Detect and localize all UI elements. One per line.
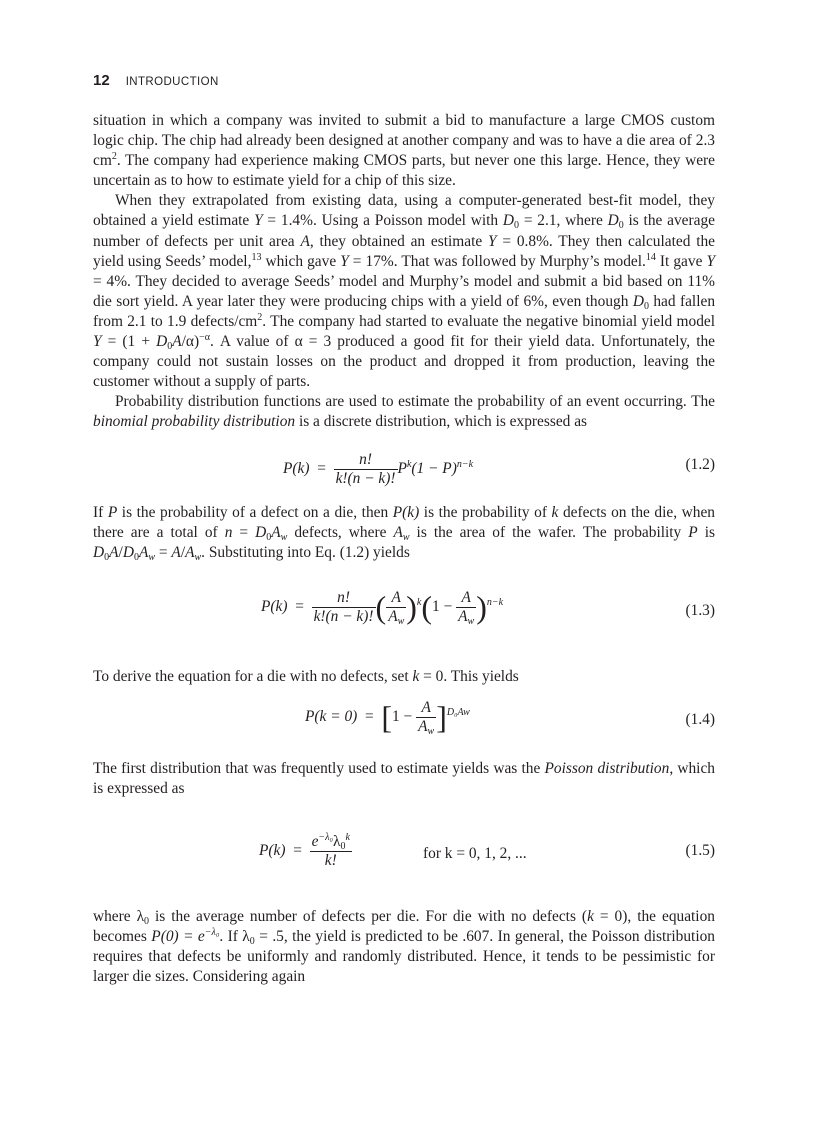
page-number: 12 — [93, 72, 110, 89]
page-body — [93, 111, 715, 987]
equation-number: (1.3) — [685, 601, 715, 619]
equation-number: (1.4) — [685, 710, 715, 728]
equation-1-4: P(k = 0) = [1 − $\frac{A}{A_w}$ ]$^{D_0Aw}$ (1.4) — [305, 698, 715, 737]
equation-1-5: P(k) = $\frac{e^{-\lambda_0}\lambda_0^k}{k!}$ for k = 0, 1, 2, ... (1.5) — [259, 832, 715, 870]
paragraph-1: situation in which a company was invited to submit a bid to manufacture a large CMOS custom logic chip. The chip had already been designed at another company and was to have a die area of 2.3 $cm^2$. The company had experience making CMOS parts, but never one this large. Hence, they were uncertain as to how to estimate yield for a chip of this size. — [93, 112, 715, 190]
equation-1-2: P(k) = $\frac{n!}{k!(n - k)!}$ $P^k(1 - P)^{n-k}$ (1.2) — [283, 450, 715, 487]
paragraph-3: Probability distribution functions are used to estimate the probability of an event occurring. The binomial probability distribution is a discrete distribution, which is expressed as — [93, 393, 715, 431]
paragraph-4: If P is the probability of a defect on a die, then P(k) is the probability of k defects on the die, when there are a total of $n = D_0A_w$ defects, where $A_w$ is the area of the wafer. The probability P is $D_0A/D_0A_w = A/A_w$. Substituting into Eq. (1.2) yields — [93, 503, 715, 563]
paragraph-5: To derive the equation for a die with no defects, set k = 0. This yields — [93, 667, 519, 685]
chapter-title: INTRODUCTION — [125, 76, 219, 88]
paragraph-6: The first distribution that was frequently used to estimate yields was the Poisson distribution, which is expressed as — [93, 759, 715, 797]
equation-condition: for k = 0, 1, 2, ... — [423, 845, 527, 863]
running-header — [93, 72, 219, 92]
paragraph-2: When they extrapolated from existing data, using a computer-generated best-fit model, they obtained a yield estimate Y = 1.4%. Using a Poisson model with $D_0 = 2.1$, where $D_0$ is the average number of defects per unit area A, they obtained an estimate Y = 0.8%. They then calculated the yield using Seeds’ model,$^{13}$ which gave Y = 17%. That was followed by Murphy’s model.$^{14}$ It gave Y = 4%. They decided to average Seeds’ model and Murphy’s model and submit a bid based on 11% die sort yield. A year later they were producing chips with a yield of 6%, even though $D_0$ had fallen from 2.1 to 1.9 defects/$cm^2$. The company had started to evaluate the negative binomial yield model $Y = (1 + D_0A/\alpha)^{-\alpha}$. A value of α = 3 produced a good fit for their yield data. Unfortunately, the company could not sustain losses on the product and dropped it from production, leaving the customer without a supply of parts. — [93, 192, 716, 391]
equation-number: (1.2) — [685, 455, 715, 473]
equation-1-3: P(k) = $\frac{n!}{k!(n - k)!}$ ( $\frac{A}{A_w}$ )$^k$(1 − $\frac{A}{A_w}$ )$^{n-k}$ (1.3) — [261, 588, 715, 627]
paragraph-7: where $\lambda_0$ is the average number of defects per die. For die with no defects (k = 0), the equation becomes $P(0) = e^{-\lambda_0}$. If $\lambda_0 = .5$, the yield is predicted to be .607. In general, the Poisson distribution requires that defects be uniformly and randomly distributed. Hence, it tends to be pessimistic for larger die sizes. Considering again — [93, 908, 715, 986]
equation-number: (1.5) — [685, 842, 715, 860]
